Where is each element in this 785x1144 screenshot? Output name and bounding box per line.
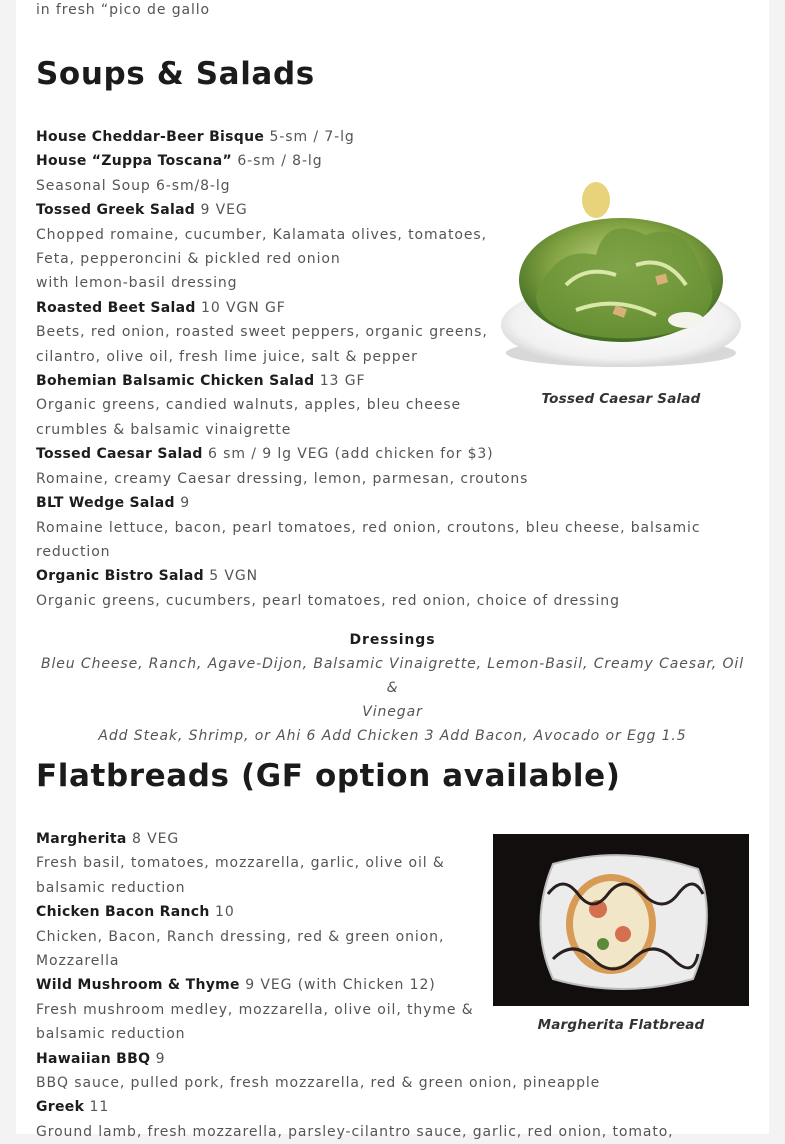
- menu-item-description: balsamic reduction: [36, 1026, 186, 1043]
- menu-item-name: Organic Bistro Salad: [36, 568, 204, 585]
- menu-item-name: House “Zuppa Toscana”: [36, 153, 232, 170]
- add-ons-line: Add Steak, Shrimp, or Ahi 6 Add Chicken 3 Add Bacon, Avocado or Egg 1.5: [98, 728, 687, 744]
- menu-item-description: Chopped romaine, cucumber, Kalamata olives, tomatoes,: [36, 226, 487, 243]
- soups-item: [36, 149, 496, 173]
- margherita-flatbread-caption: Margherita Flatbread: [537, 1017, 705, 1033]
- dressings-heading: Dressings: [349, 632, 436, 648]
- menu-item-price: 9 VEG: [195, 202, 248, 219]
- soups-item: [36, 174, 496, 198]
- menu-item-name: Tossed Greek Salad: [36, 202, 196, 219]
- menu-item-name: BLT Wedge Salad: [36, 495, 175, 512]
- menu-item-name: House Cheddar-Beer Bisque: [36, 129, 265, 145]
- soups-item: [36, 564, 496, 588]
- soups-salads-list: [36, 125, 701, 613]
- caesar-salad-photo: [496, 175, 746, 375]
- menu-item-price: 5 VGN: [203, 568, 259, 585]
- menu-item-name: Chicken Bacon Ranch: [36, 904, 210, 921]
- soups-item: [36, 491, 496, 515]
- menu-item-name: Tossed Caesar Salad: [36, 446, 203, 463]
- menu-item-description: Mozzarella: [36, 953, 120, 970]
- section-title-flatbreads: Flatbreads (GF option available): [36, 758, 621, 794]
- section-title-soups-salads: Soups & Salads: [36, 56, 315, 92]
- menu-item-price: 6 sm / 9 lg VEG (add chicken for $3): [202, 446, 494, 463]
- margherita-flatbread-photo: [493, 834, 749, 1006]
- menu-item-description: Ground lamb, fresh mozzarella, parsley-cilantro sauce, garlic, red onion, tomato,: [36, 1123, 674, 1140]
- menu-item-description: Fresh basil, tomatoes, mozzarella, garlic, olive oil &: [36, 855, 445, 872]
- flatbreads-item: [36, 1047, 496, 1071]
- dressings-block: [36, 628, 749, 748]
- menu-item-description: Feta, pepperoncini & pickled red onion: [36, 251, 341, 268]
- menu-item-description: Chicken, Bacon, Ranch dressing, red & green onion,: [36, 928, 445, 945]
- menu-item-price: 9: [150, 1050, 166, 1067]
- menu-item-price: 8 VEG: [126, 831, 180, 847]
- flatbreads-item: [36, 900, 496, 924]
- menu-item-price: 6-sm / 8-lg: [232, 153, 323, 170]
- menu-item-description: BBQ sauce, pulled pork, fresh mozzarella, red & green onion, pineapple: [36, 1075, 601, 1092]
- menu-item-description: with lemon-basil dressing: [36, 275, 238, 292]
- menu-item-price: 10: [209, 904, 235, 921]
- menu-item-price: 11: [84, 1099, 110, 1116]
- menu-item-name: Roasted Beet Salad: [36, 299, 196, 316]
- menu-item-price: 13 GF: [314, 373, 366, 390]
- flatbreads-item: [36, 973, 496, 997]
- soups-item: [36, 369, 496, 393]
- menu-item-price: 10 VGN GF: [195, 299, 286, 316]
- dressings-list-line1: Bleu Cheese, Ranch, Agave-Dijon, Balsamic Vinaigrette, Lemon-Basil, Creamy Caesar, Oil &: [40, 656, 745, 696]
- soups-item: [36, 198, 496, 222]
- menu-item-description: crumbles & balsamic vinaigrette: [36, 421, 292, 438]
- menu-item-price: 9: [174, 495, 191, 512]
- dressings-list-line2: Vinegar: [362, 704, 423, 720]
- menu-item-plain: Seasonal Soup 6-sm/8-lg: [36, 177, 231, 194]
- menu-item-name: Margherita: [36, 831, 127, 847]
- flatbreads-item: [36, 1095, 496, 1119]
- menu-item-name: Bohemian Balsamic Chicken Salad: [36, 373, 315, 390]
- soups-item: [36, 125, 496, 149]
- menu-item-name: Hawaiian BBQ: [36, 1050, 151, 1067]
- menu-item-description: balsamic reduction: [36, 879, 186, 896]
- menu-item-description: reduction: [36, 543, 111, 560]
- soups-item: [36, 442, 496, 466]
- previous-item-fragment: in fresh “pico de gallo: [36, 2, 211, 18]
- menu-item-price: 5-sm / 7-lg: [264, 129, 355, 145]
- menu-item-price: 9 VEG (with Chicken 12): [239, 977, 436, 994]
- menu-item-description: Organic greens, cucumbers, pearl tomatoes, red onion, choice of dressing: [36, 592, 620, 609]
- menu-item-description: cilantro, olive oil, fresh lime juice, salt & pepper: [36, 348, 418, 365]
- menu-item-description: Fresh mushroom medley, mozzarella, olive oil, thyme &: [36, 1001, 474, 1018]
- menu-item-description: Romaine lettuce, bacon, pearl tomatoes, red onion, croutons, bleu cheese, balsamic: [36, 519, 701, 536]
- menu-item-description: Organic greens, candied walnuts, apples, bleu cheese: [36, 397, 462, 414]
- menu-item-name: Greek: [36, 1099, 85, 1116]
- flatbreads-item: [36, 827, 496, 851]
- caesar-salad-caption: Tossed Caesar Salad: [541, 391, 701, 407]
- menu-item-description: Romaine, creamy Caesar dressing, lemon, parmesan, croutons: [36, 470, 529, 487]
- menu-item-name: Wild Mushroom & Thyme: [36, 977, 240, 994]
- menu-item-description: Beets, red onion, roasted sweet peppers, organic greens,: [36, 324, 488, 341]
- soups-item: [36, 296, 496, 320]
